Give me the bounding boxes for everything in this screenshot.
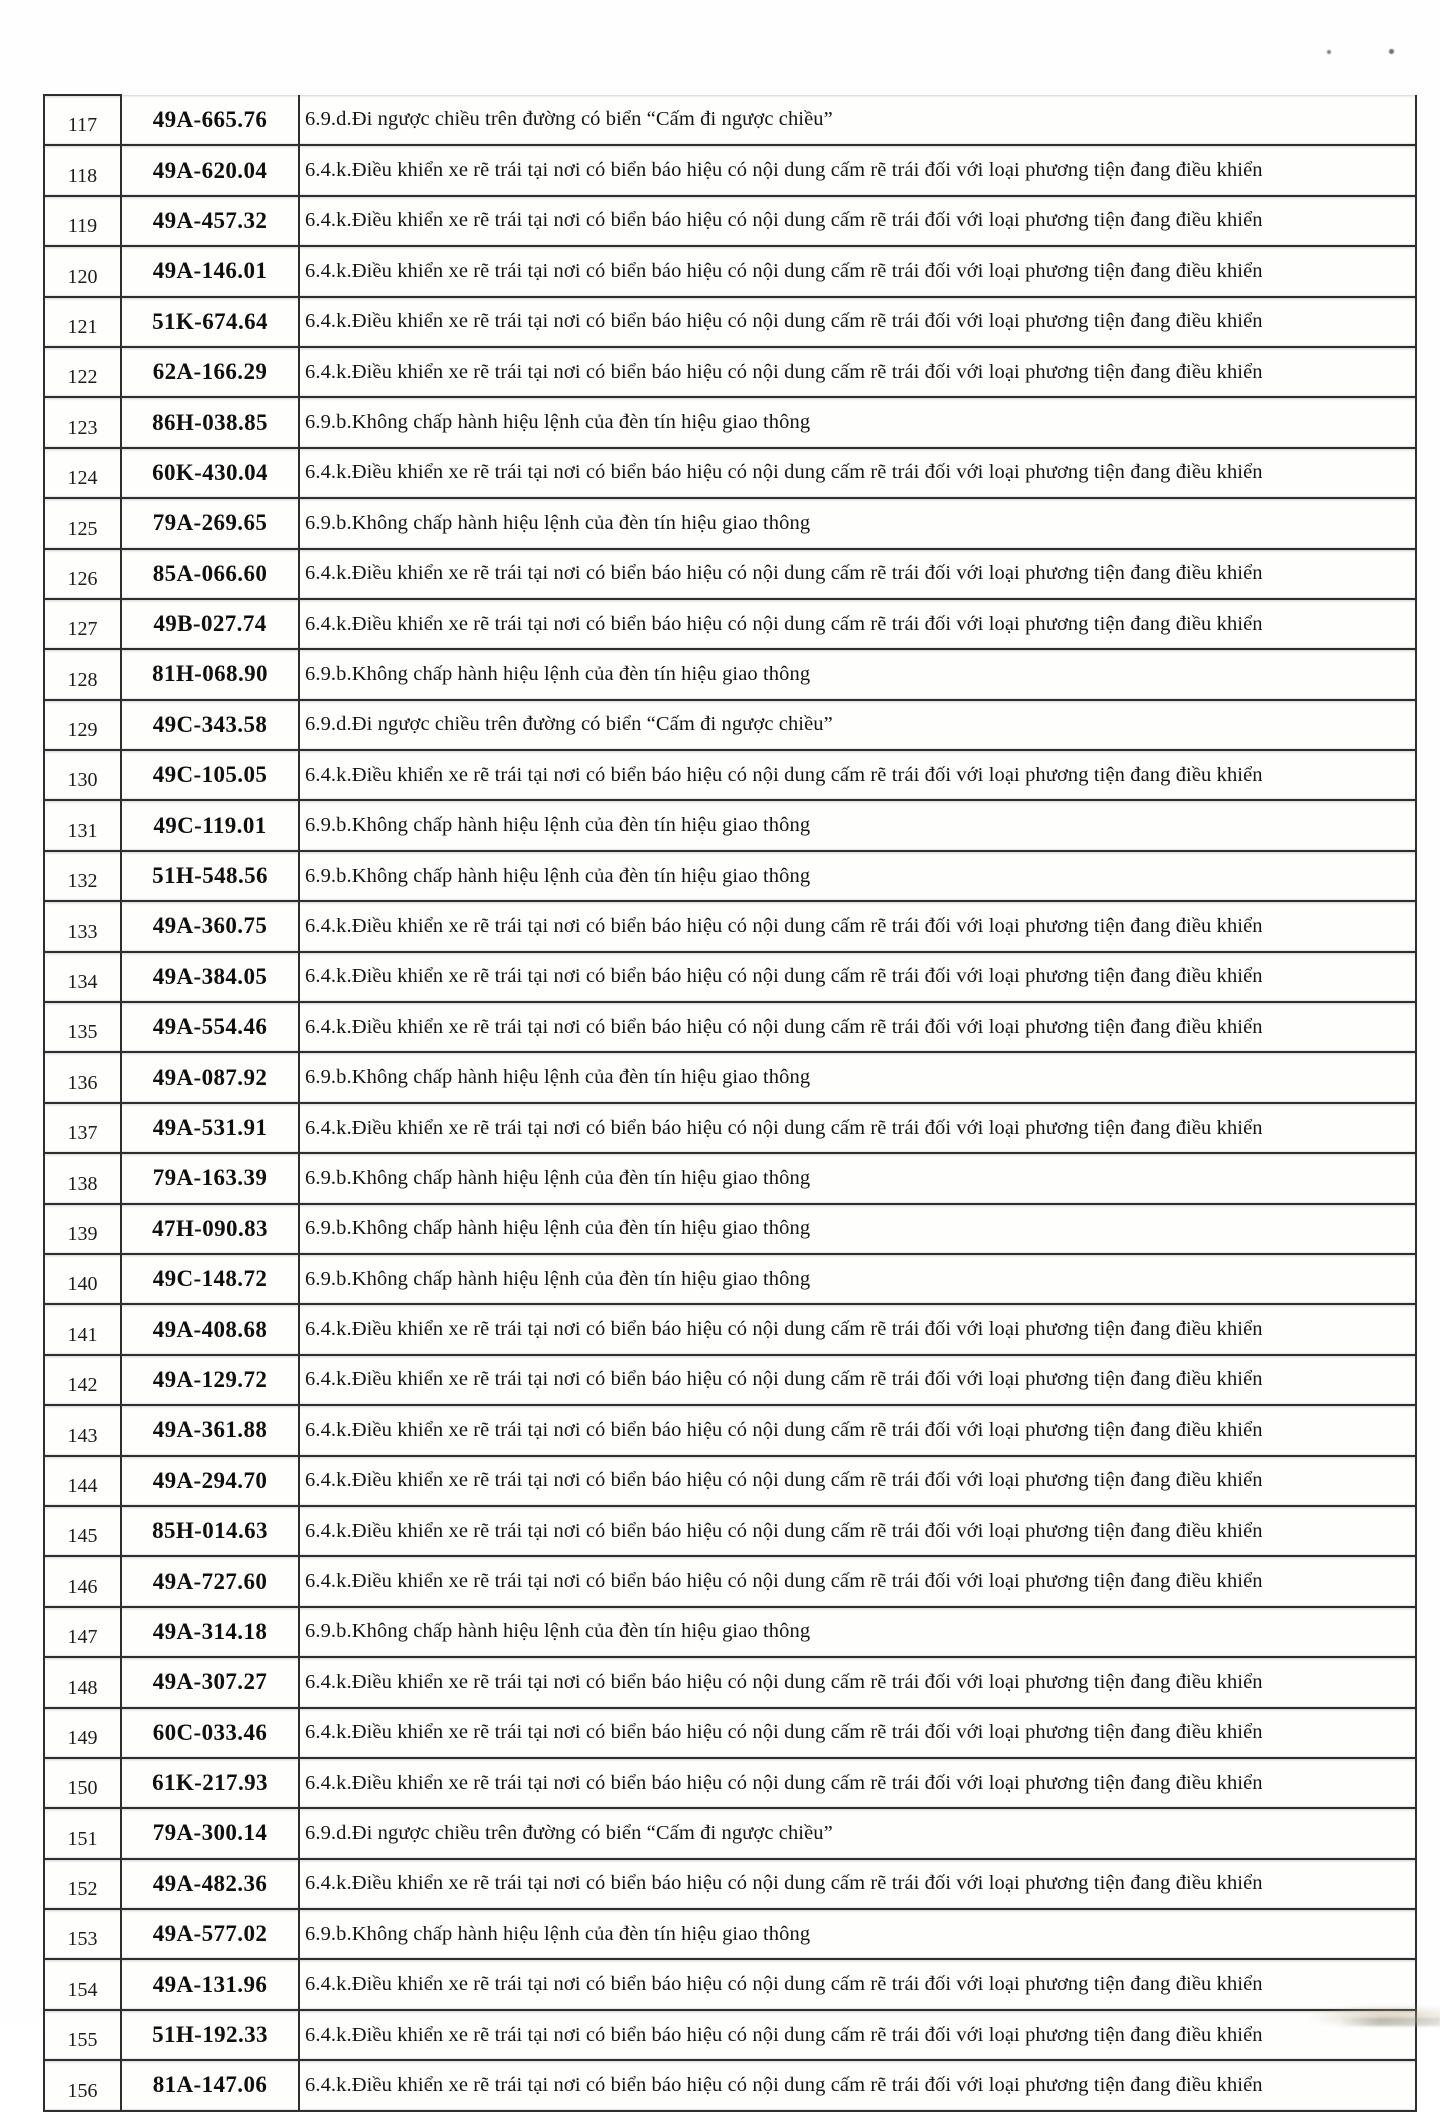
row-number: 155 <box>44 2010 121 2060</box>
table-row <box>44 599 1416 649</box>
row-number: 143 <box>44 1405 121 1455</box>
violation-description: 6.4.k.Điều khiển xe rẽ trái tại nơi có biển báo hiệu có nội dung cấm rẽ trái đối với loại phương tiện đang điều khiển <box>299 549 1416 599</box>
license-plate: 49A-554.46 <box>121 1002 299 1052</box>
license-plate: 49A-531.91 <box>121 1103 299 1153</box>
violation-description: 6.4.k.Điều khiển xe rẽ trái tại nơi có biển báo hiệu có nội dung cấm rẽ trái đối với loại phương tiện đang điều khiển <box>299 750 1416 800</box>
violation-description: 6.4.k.Điều khiển xe rẽ trái tại nơi có biển báo hiệu có nội dung cấm rẽ trái đối với loại phương tiện đang điều khiển <box>299 2010 1416 2060</box>
violation-description: 6.9.b.Không chấp hành hiệu lệnh của đèn tín hiệu giao thông <box>299 649 1416 699</box>
violation-description: 6.4.k.Điều khiển xe rẽ trái tại nơi có biển báo hiệu có nội dung cấm rẽ trái đối với loại phương tiện đang điều khiển <box>299 1506 1416 1556</box>
row-number: 126 <box>44 549 121 599</box>
violation-table <box>43 94 1417 2112</box>
license-plate: 49B-027.74 <box>121 599 299 649</box>
license-plate: 49A-665.76 <box>121 95 299 145</box>
table-row <box>44 549 1416 599</box>
row-number: 134 <box>44 952 121 1002</box>
license-plate: 49A-482.36 <box>121 1859 299 1909</box>
license-plate: 49C-105.05 <box>121 750 299 800</box>
license-plate: 81A-147.06 <box>121 2060 299 2110</box>
table-row <box>44 1254 1416 1304</box>
table-row <box>44 95 1416 145</box>
violation-description: 6.9.b.Không chấp hành hiệu lệnh của đèn tín hiệu giao thông <box>299 851 1416 901</box>
table-row <box>44 1556 1416 1606</box>
license-plate: 60C-033.46 <box>121 1708 299 1758</box>
row-number: 135 <box>44 1002 121 1052</box>
table-row <box>44 800 1416 850</box>
table-row <box>44 1607 1416 1657</box>
license-plate: 49A-307.27 <box>121 1657 299 1707</box>
row-number: 133 <box>44 901 121 951</box>
row-number: 117 <box>44 95 121 145</box>
violation-description: 6.9.b.Không chấp hành hiệu lệnh của đèn tín hiệu giao thông <box>299 1204 1416 1254</box>
row-number: 138 <box>44 1153 121 1203</box>
violation-description: 6.9.d.Đi ngược chiều trên đường có biển “Cấm đi ngược chiều” <box>299 95 1416 145</box>
table-row <box>44 649 1416 699</box>
license-plate: 49A-294.70 <box>121 1456 299 1506</box>
license-plate: 49A-087.92 <box>121 1052 299 1102</box>
table-row <box>44 2010 1416 2060</box>
license-plate: 49A-408.68 <box>121 1304 299 1354</box>
license-plate: 51K-674.64 <box>121 297 299 347</box>
row-number: 128 <box>44 649 121 699</box>
violation-description: 6.9.b.Không chấp hành hiệu lệnh của đèn tín hiệu giao thông <box>299 1909 1416 1959</box>
table-row <box>44 1405 1416 1455</box>
license-plate: 49A-457.32 <box>121 196 299 246</box>
violation-description: 6.4.k.Điều khiển xe rẽ trái tại nơi có biển báo hiệu có nội dung cấm rẽ trái đối với loại phương tiện đang điều khiển <box>299 145 1416 195</box>
table-row <box>44 1153 1416 1203</box>
license-plate: 62A-166.29 <box>121 347 299 397</box>
license-plate: 51H-548.56 <box>121 851 299 901</box>
row-number: 156 <box>44 2060 121 2110</box>
row-number: 140 <box>44 1254 121 1304</box>
violation-description: 6.9.b.Không chấp hành hiệu lệnh của đèn tín hiệu giao thông <box>299 1607 1416 1657</box>
violation-description: 6.4.k.Điều khiển xe rẽ trái tại nơi có biển báo hiệu có nội dung cấm rẽ trái đối với loại phương tiện đang điều khiển <box>299 1405 1416 1455</box>
violation-description: 6.4.k.Điều khiển xe rẽ trái tại nơi có biển báo hiệu có nội dung cấm rẽ trái đối với loại phương tiện đang điều khiển <box>299 448 1416 498</box>
license-plate: 81H-068.90 <box>121 649 299 699</box>
table-row <box>44 397 1416 447</box>
violation-description: 6.4.k.Điều khiển xe rẽ trái tại nơi có biển báo hiệu có nội dung cấm rẽ trái đối với loại phương tiện đang điều khiển <box>299 246 1416 296</box>
row-number: 151 <box>44 1808 121 1858</box>
table-row <box>44 1103 1416 1153</box>
scan-artifact-smudge <box>1340 2018 1440 2026</box>
license-plate: 51H-192.33 <box>121 2010 299 2060</box>
license-plate: 49A-129.72 <box>121 1355 299 1405</box>
license-plate: 49A-314.18 <box>121 1607 299 1657</box>
row-number: 119 <box>44 196 121 246</box>
violation-description: 6.4.k.Điều khiển xe rẽ trái tại nơi có biển báo hiệu có nội dung cấm rẽ trái đối với loại phương tiện đang điều khiển <box>299 1657 1416 1707</box>
row-number: 153 <box>44 1909 121 1959</box>
violation-description: 6.4.k.Điều khiển xe rẽ trái tại nơi có biển báo hiệu có nội dung cấm rẽ trái đối với loại phương tiện đang điều khiển <box>299 347 1416 397</box>
table-row <box>44 1758 1416 1808</box>
license-plate: 49A-360.75 <box>121 901 299 951</box>
table-row <box>44 498 1416 548</box>
table-row <box>44 297 1416 347</box>
violation-description: 6.4.k.Điều khiển xe rẽ trái tại nơi có biển báo hiệu có nội dung cấm rẽ trái đối với loại phương tiện đang điều khiển <box>299 952 1416 1002</box>
table-row <box>44 1456 1416 1506</box>
row-number: 125 <box>44 498 121 548</box>
table-row <box>44 952 1416 1002</box>
license-plate: 86H-038.85 <box>121 397 299 447</box>
license-plate: 79A-269.65 <box>121 498 299 548</box>
violation-description: 6.9.b.Không chấp hành hiệu lệnh của đèn tín hiệu giao thông <box>299 1153 1416 1203</box>
table-row <box>44 448 1416 498</box>
violation-description: 6.4.k.Điều khiển xe rẽ trái tại nơi có biển báo hiệu có nội dung cấm rẽ trái đối với loại phương tiện đang điều khiển <box>299 599 1416 649</box>
row-number: 127 <box>44 599 121 649</box>
violation-description: 6.4.k.Điều khiển xe rẽ trái tại nơi có biển báo hiệu có nội dung cấm rẽ trái đối với loại phương tiện đang điều khiển <box>299 1859 1416 1909</box>
row-number: 142 <box>44 1355 121 1405</box>
row-number: 132 <box>44 851 121 901</box>
violation-description: 6.4.k.Điều khiển xe rẽ trái tại nơi có biển báo hiệu có nội dung cấm rẽ trái đối với loại phương tiện đang điều khiển <box>299 2060 1416 2110</box>
table-row <box>44 1657 1416 1707</box>
license-plate: 49C-148.72 <box>121 1254 299 1304</box>
table-row <box>44 246 1416 296</box>
table-row <box>44 901 1416 951</box>
license-plate: 49A-620.04 <box>121 145 299 195</box>
license-plate: 49A-384.05 <box>121 952 299 1002</box>
violation-description: 6.9.b.Không chấp hành hiệu lệnh của đèn tín hiệu giao thông <box>299 498 1416 548</box>
row-number: 130 <box>44 750 121 800</box>
violation-description: 6.4.k.Điều khiển xe rẽ trái tại nơi có biển báo hiệu có nội dung cấm rẽ trái đối với loại phương tiện đang điều khiển <box>299 1002 1416 1052</box>
license-plate: 49C-119.01 <box>121 800 299 850</box>
table-row <box>44 2060 1416 2110</box>
license-plate: 49A-577.02 <box>121 1909 299 1959</box>
license-plate: 85H-014.63 <box>121 1506 299 1556</box>
row-number: 121 <box>44 297 121 347</box>
violation-description: 6.4.k.Điều khiển xe rẽ trái tại nơi có biển báo hiệu có nội dung cấm rẽ trái đối với loại phương tiện đang điều khiển <box>299 1556 1416 1606</box>
table-row <box>44 1002 1416 1052</box>
table-row <box>44 1304 1416 1354</box>
row-number: 147 <box>44 1607 121 1657</box>
table-row <box>44 196 1416 246</box>
row-number: 129 <box>44 700 121 750</box>
scan-artifact-dot <box>1389 49 1394 54</box>
row-number: 145 <box>44 1506 121 1556</box>
scan-artifact-dot <box>1327 50 1331 54</box>
table-row <box>44 700 1416 750</box>
row-number: 123 <box>44 397 121 447</box>
table-row <box>44 1506 1416 1556</box>
license-plate: 79A-300.14 <box>121 1808 299 1858</box>
violation-description: 6.9.b.Không chấp hành hiệu lệnh của đèn tín hiệu giao thông <box>299 800 1416 850</box>
row-number: 137 <box>44 1103 121 1153</box>
table-row <box>44 1355 1416 1405</box>
license-plate: 49A-146.01 <box>121 246 299 296</box>
violation-description: 6.4.k.Điều khiển xe rẽ trái tại nơi có biển báo hiệu có nội dung cấm rẽ trái đối với loại phương tiện đang điều khiển <box>299 1959 1416 2009</box>
table-row <box>44 1959 1416 2009</box>
license-plate: 85A-066.60 <box>121 549 299 599</box>
table-row <box>44 851 1416 901</box>
table-row <box>44 1052 1416 1102</box>
license-plate: 49A-131.96 <box>121 1959 299 2009</box>
row-number: 144 <box>44 1456 121 1506</box>
row-number: 148 <box>44 1657 121 1707</box>
violation-description: 6.4.k.Điều khiển xe rẽ trái tại nơi có biển báo hiệu có nội dung cấm rẽ trái đối với loại phương tiện đang điều khiển <box>299 1758 1416 1808</box>
row-number: 139 <box>44 1204 121 1254</box>
table-row <box>44 145 1416 195</box>
violation-description: 6.9.d.Đi ngược chiều trên đường có biển “Cấm đi ngược chiều” <box>299 1808 1416 1858</box>
table-row <box>44 1859 1416 1909</box>
violation-description: 6.4.k.Điều khiển xe rẽ trái tại nơi có biển báo hiệu có nội dung cấm rẽ trái đối với loại phương tiện đang điều khiển <box>299 297 1416 347</box>
violation-description: 6.4.k.Điều khiển xe rẽ trái tại nơi có biển báo hiệu có nội dung cấm rẽ trái đối với loại phương tiện đang điều khiển <box>299 1355 1416 1405</box>
violation-description: 6.9.b.Không chấp hành hiệu lệnh của đèn tín hiệu giao thông <box>299 397 1416 447</box>
table-body <box>44 95 1416 2111</box>
table-row <box>44 750 1416 800</box>
table-row <box>44 1708 1416 1758</box>
license-plate: 47H-090.83 <box>121 1204 299 1254</box>
row-number: 141 <box>44 1304 121 1354</box>
license-plate: 60K-430.04 <box>121 448 299 498</box>
license-plate: 49C-343.58 <box>121 700 299 750</box>
table-row <box>44 1204 1416 1254</box>
license-plate: 49A-727.60 <box>121 1556 299 1606</box>
violation-description: 6.9.d.Đi ngược chiều trên đường có biển “Cấm đi ngược chiều” <box>299 700 1416 750</box>
row-number: 149 <box>44 1708 121 1758</box>
license-plate: 79A-163.39 <box>121 1153 299 1203</box>
violation-description: 6.9.b.Không chấp hành hiệu lệnh của đèn tín hiệu giao thông <box>299 1052 1416 1102</box>
row-number: 118 <box>44 145 121 195</box>
violation-description: 6.4.k.Điều khiển xe rẽ trái tại nơi có biển báo hiệu có nội dung cấm rẽ trái đối với loại phương tiện đang điều khiển <box>299 1456 1416 1506</box>
violation-description: 6.4.k.Điều khiển xe rẽ trái tại nơi có biển báo hiệu có nội dung cấm rẽ trái đối với loại phương tiện đang điều khiển <box>299 1708 1416 1758</box>
row-number: 131 <box>44 800 121 850</box>
violation-description: 6.9.b.Không chấp hành hiệu lệnh của đèn tín hiệu giao thông <box>299 1254 1416 1304</box>
license-plate: 61K-217.93 <box>121 1758 299 1808</box>
license-plate: 49A-361.88 <box>121 1405 299 1455</box>
row-number: 146 <box>44 1556 121 1606</box>
row-number: 122 <box>44 347 121 397</box>
row-number: 154 <box>44 1959 121 2009</box>
row-number: 152 <box>44 1859 121 1909</box>
row-number: 150 <box>44 1758 121 1808</box>
violation-description: 6.4.k.Điều khiển xe rẽ trái tại nơi có biển báo hiệu có nội dung cấm rẽ trái đối với loại phương tiện đang điều khiển <box>299 1304 1416 1354</box>
violation-description: 6.4.k.Điều khiển xe rẽ trái tại nơi có biển báo hiệu có nội dung cấm rẽ trái đối với loại phương tiện đang điều khiển <box>299 901 1416 951</box>
table-row <box>44 347 1416 397</box>
row-number: 136 <box>44 1052 121 1102</box>
violation-description: 6.4.k.Điều khiển xe rẽ trái tại nơi có biển báo hiệu có nội dung cấm rẽ trái đối với loại phương tiện đang điều khiển <box>299 1103 1416 1153</box>
row-number: 124 <box>44 448 121 498</box>
table-row <box>44 1909 1416 1959</box>
violation-description: 6.4.k.Điều khiển xe rẽ trái tại nơi có biển báo hiệu có nội dung cấm rẽ trái đối với loại phương tiện đang điều khiển <box>299 196 1416 246</box>
table-row <box>44 1808 1416 1858</box>
row-number: 120 <box>44 246 121 296</box>
